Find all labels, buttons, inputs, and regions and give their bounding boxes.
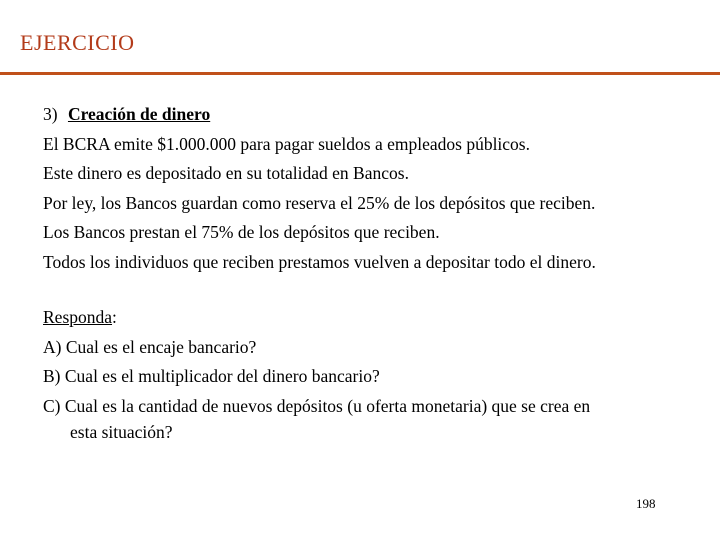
exercise-line: Los Bancos prestan el 75% de los depósitos que reciben. [43,222,440,242]
question-item: B) Cual es el multiplicador del dinero bancario? [43,366,380,386]
exercise-line: El BCRA emite $1.000.000 para pagar sueldos a empleados públicos. [43,133,530,154]
exercise-line: Por ley, los Bancos guardan como reserva el 25% de los depósitos que reciben. [43,192,596,213]
questions-label-colon: : [112,307,117,327]
page-number: 198 [636,496,656,511]
questions-label [43,303,590,333]
exercise-number: 3) [43,104,58,124]
exercise-line: Este dinero es depositado en su totalidad en Bancos. [43,163,409,183]
title-divider [0,72,720,75]
questions-label-text: Responda [43,307,113,327]
exercise-line: Todos los individuos que reciben prestamos vuelven a depositar todo el dinero. [43,251,596,272]
slide-title: EJERCICIO [20,30,135,55]
exercise-heading [43,100,596,130]
exercise-body [43,100,596,277]
question-item-continuation: esta situación? [70,422,173,442]
questions-block [43,303,590,443]
exercise-heading-text: Creación de dinero [67,104,211,124]
question-item: C) Cual es la cantidad de nuevos depósitos (u oferta monetaria) que se crea en [43,395,591,416]
question-item: A) Cual es el encaje bancario? [43,336,257,357]
